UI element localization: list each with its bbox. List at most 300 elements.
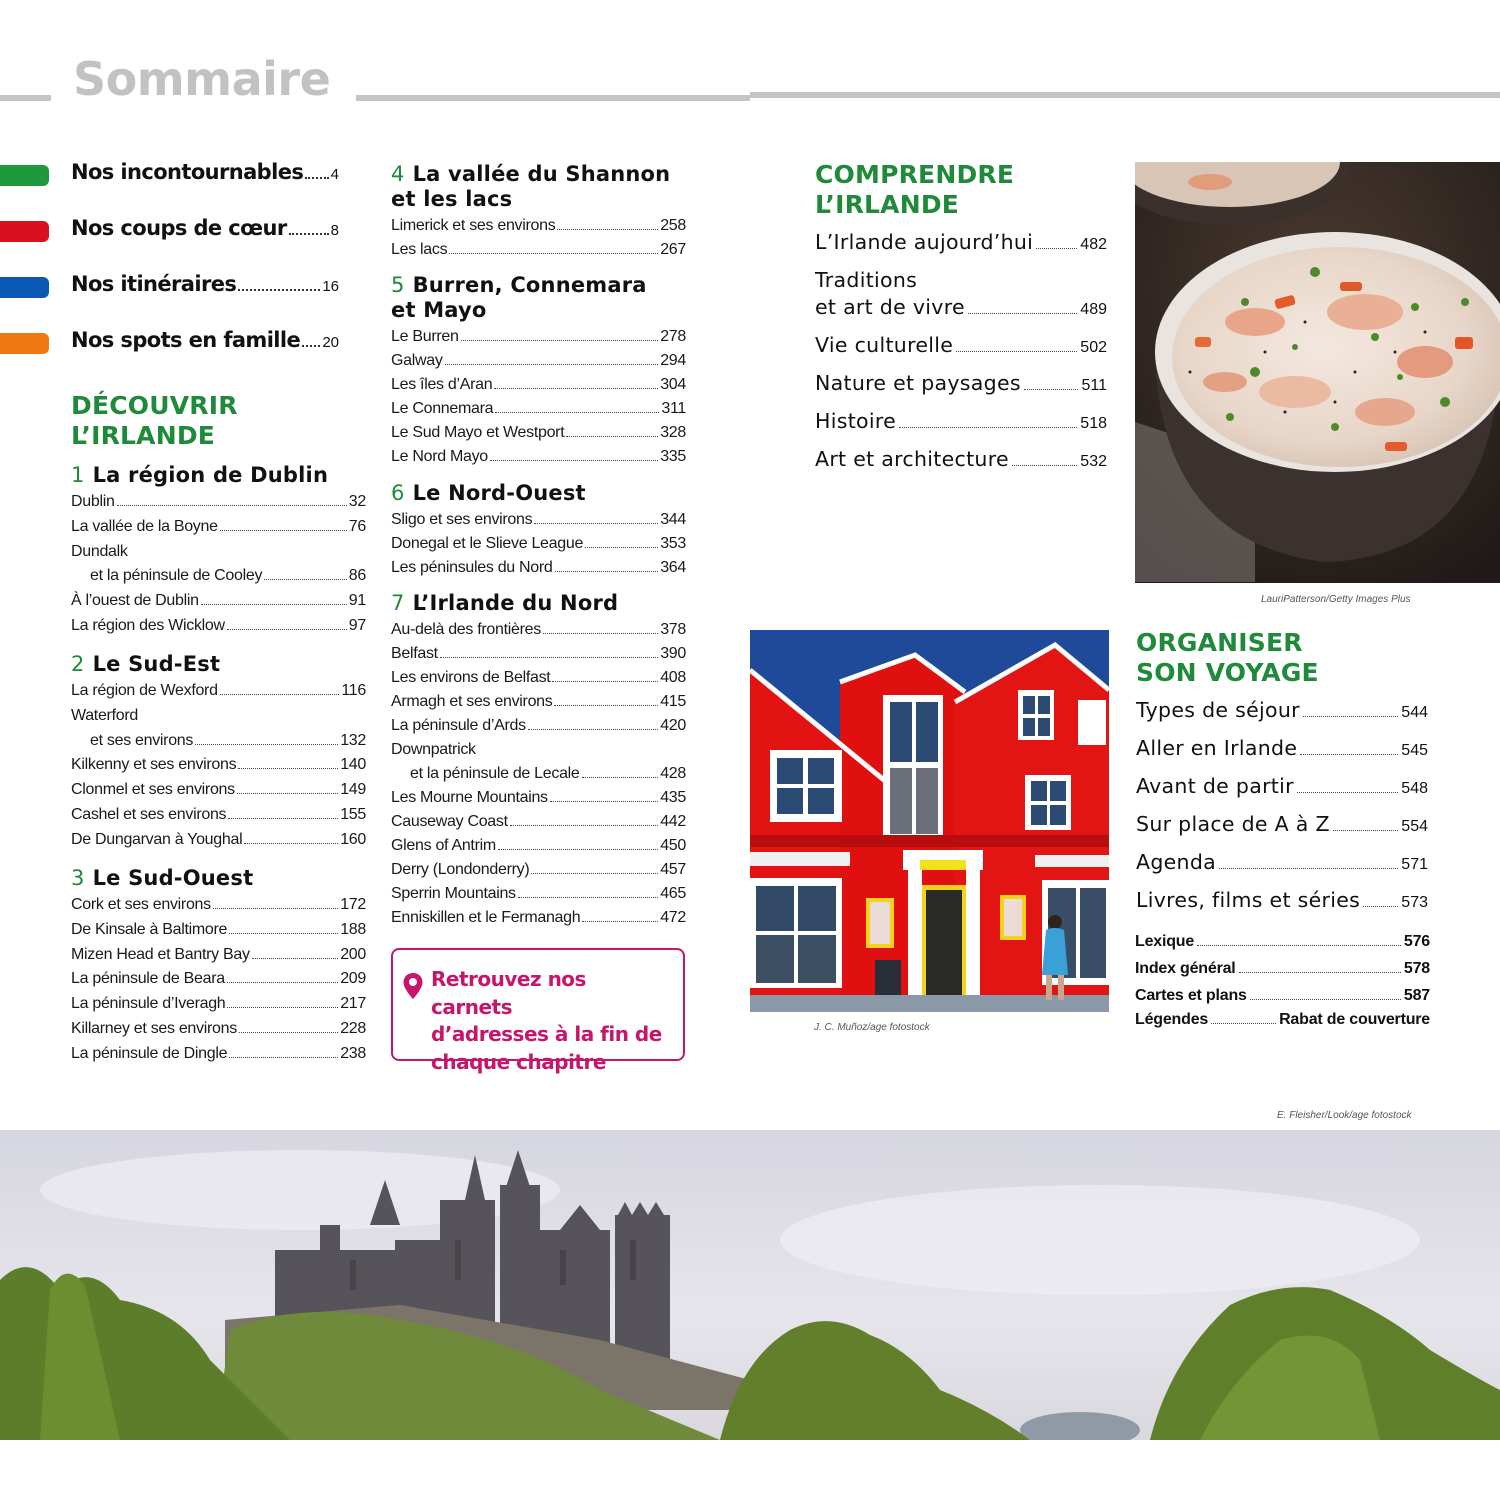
entry-label: La péninsule d’Iveragh bbox=[71, 995, 226, 1013]
chapter-number: 4 bbox=[391, 162, 405, 186]
toc-entry[interactable] bbox=[1136, 850, 1428, 888]
entry-label: Causeway Coast bbox=[391, 813, 508, 830]
entry-page: 482 bbox=[1080, 236, 1107, 253]
chapter-number: 7 bbox=[391, 591, 405, 615]
leader-dots bbox=[220, 530, 347, 531]
leader-dots bbox=[227, 982, 338, 983]
entry-label: Le Burren bbox=[391, 328, 459, 345]
entry-page: 155 bbox=[340, 805, 366, 823]
entry-label: Mizen Head et Bantry Bay bbox=[71, 945, 250, 963]
leader-dots bbox=[117, 505, 347, 506]
chapter-4 bbox=[391, 162, 686, 262]
photo-credit-castle: E. Fleisher/Look/age fotostock bbox=[1277, 1110, 1412, 1121]
chapter-title-text: Le Sud-Est bbox=[92, 652, 221, 676]
leader-dots bbox=[289, 233, 329, 235]
entry-label: De Kinsale à Baltimore bbox=[71, 920, 228, 938]
leader-dots bbox=[449, 253, 658, 254]
toc-entry[interactable] bbox=[71, 614, 366, 639]
entry-label: Kilkenny et ses environs bbox=[71, 756, 237, 774]
toc-entry[interactable] bbox=[71, 1042, 366, 1067]
leader-dots bbox=[550, 801, 658, 802]
toc-entry[interactable] bbox=[71, 490, 366, 515]
toc-entry[interactable] bbox=[815, 333, 1107, 371]
entry-label: Armagh et ses environs bbox=[391, 693, 553, 710]
leader-dots bbox=[227, 629, 347, 630]
toc-entry[interactable] bbox=[1135, 1009, 1430, 1031]
toc-entry[interactable] bbox=[1136, 888, 1428, 926]
heading-line: L’IRLANDE bbox=[71, 421, 216, 450]
entry-label: Killarney et ses environs bbox=[71, 1019, 237, 1037]
organiser-list bbox=[1136, 698, 1428, 926]
chapter-title[interactable] bbox=[71, 866, 366, 891]
toc-entry[interactable] bbox=[391, 214, 686, 238]
entry-page: 217 bbox=[340, 995, 366, 1013]
entry-page: 228 bbox=[340, 1019, 366, 1037]
entry-label: Limerick et ses environs bbox=[391, 217, 556, 234]
entry-label: Légendes bbox=[1135, 1011, 1209, 1028]
entry-page: 472 bbox=[660, 909, 686, 926]
toc-entry[interactable] bbox=[71, 1017, 366, 1042]
entry-page: 132 bbox=[340, 731, 366, 749]
entry-label: Belfast bbox=[391, 645, 438, 662]
photo-rock-of-cashel bbox=[0, 1130, 1500, 1440]
leader-dots bbox=[302, 345, 320, 347]
entry-label: Donegal et le Slieve League bbox=[391, 535, 584, 552]
leader-dots bbox=[518, 897, 658, 898]
entry-label: Clonmel et ses environs bbox=[71, 781, 235, 799]
callout-text bbox=[431, 966, 673, 1076]
callout-line: Retrouvez nos carnets bbox=[431, 967, 586, 1019]
toc-entry[interactable] bbox=[391, 642, 686, 666]
callout-line: d’adresses à la fin de bbox=[431, 1022, 662, 1046]
chapter-2 bbox=[71, 652, 366, 853]
entry-label: Types de séjour bbox=[1136, 698, 1300, 722]
appendix-list bbox=[1135, 928, 1430, 1031]
entry-label: Le Sud Mayo et Westport bbox=[391, 424, 565, 441]
toc-entry[interactable] bbox=[391, 834, 686, 858]
entry-page: 160 bbox=[340, 830, 366, 848]
entry-page: 172 bbox=[340, 896, 366, 913]
leader-dots bbox=[1036, 248, 1077, 249]
leader-dots bbox=[201, 604, 347, 605]
leader-dots bbox=[229, 1057, 338, 1058]
entry-page: 335 bbox=[660, 448, 686, 465]
highlight-label: Nos incontournables bbox=[71, 160, 304, 184]
entry-page: 502 bbox=[1080, 339, 1107, 356]
entry-page: 76 bbox=[348, 517, 366, 535]
toc-entry[interactable] bbox=[391, 421, 686, 445]
highlight-incontournables[interactable] bbox=[71, 160, 339, 184]
entry-label: et la péninsule de Lecale bbox=[410, 765, 580, 782]
leader-dots bbox=[229, 933, 338, 934]
entry-label: et art de vivre bbox=[815, 295, 965, 319]
leader-dots bbox=[543, 633, 658, 634]
toc-entry[interactable] bbox=[71, 729, 366, 754]
leader-dots bbox=[1219, 868, 1398, 869]
toc-entry[interactable] bbox=[1136, 774, 1428, 812]
leader-dots bbox=[1300, 754, 1398, 755]
toc-entry[interactable] bbox=[71, 803, 366, 828]
entry-page: 578 bbox=[1403, 960, 1430, 977]
chapter-number: 5 bbox=[391, 273, 405, 297]
entry-label: Les péninsules du Nord bbox=[391, 559, 553, 576]
chapter-title[interactable] bbox=[391, 273, 686, 323]
toc-entry[interactable] bbox=[1136, 698, 1428, 736]
entry-page: 86 bbox=[348, 567, 366, 585]
leader-dots bbox=[244, 843, 338, 844]
leader-dots bbox=[195, 744, 338, 745]
entry-label: Lexique bbox=[1135, 933, 1195, 950]
leader-dots bbox=[220, 694, 340, 695]
entry-page: 364 bbox=[660, 559, 686, 576]
heading-line: COMPRENDRE bbox=[815, 160, 1015, 189]
page-title: Sommaire bbox=[73, 52, 331, 106]
heading-line: SON VOYAGE bbox=[1136, 658, 1319, 687]
toc-entry[interactable] bbox=[71, 778, 366, 803]
toc-entry[interactable] bbox=[71, 679, 366, 704]
red-house-illustration bbox=[750, 630, 1109, 1012]
pill-green bbox=[0, 165, 49, 186]
chapter-title-text: La vallée du Shannon bbox=[412, 162, 671, 186]
entry-page: 518 bbox=[1080, 415, 1107, 432]
chapter-title[interactable] bbox=[71, 652, 366, 677]
leader-dots bbox=[1239, 972, 1401, 973]
chapter-number: 2 bbox=[71, 652, 85, 676]
leader-dots bbox=[495, 412, 659, 413]
callout-line: chaque chapitre bbox=[431, 1049, 606, 1074]
toc-entry[interactable] bbox=[71, 992, 366, 1017]
highlight-label: Nos coups de cœur bbox=[71, 216, 287, 240]
entry-label: La péninsule de Beara bbox=[71, 970, 225, 988]
entry-label: La péninsule de Dingle bbox=[71, 1044, 228, 1062]
entry-label: Les îles d’Aran bbox=[391, 376, 493, 393]
entry-label: À l’ouest de Dublin bbox=[71, 592, 199, 610]
chapter-title-text: La région de Dublin bbox=[92, 463, 329, 487]
entry-page: 344 bbox=[660, 511, 686, 528]
leader-dots bbox=[531, 873, 658, 874]
leader-dots bbox=[461, 340, 659, 341]
entry-page: 511 bbox=[1081, 377, 1107, 394]
entry-page: 554 bbox=[1401, 818, 1428, 835]
entry-page: 408 bbox=[660, 669, 686, 686]
entry-page: 353 bbox=[660, 535, 686, 552]
entry-page: 328 bbox=[660, 424, 686, 441]
chapter-title[interactable] bbox=[391, 481, 686, 506]
chapter-3 bbox=[71, 866, 366, 1067]
entry-page: 420 bbox=[660, 717, 686, 734]
leader-dots bbox=[566, 436, 658, 437]
entry-label[interactable]: Waterford bbox=[71, 706, 138, 724]
leader-dots bbox=[968, 313, 1077, 314]
entry-label: Au-delà des frontières bbox=[391, 621, 541, 638]
leader-dots bbox=[528, 729, 658, 730]
chapter-1 bbox=[71, 463, 366, 639]
castle-illustration bbox=[0, 1130, 1500, 1440]
entry-label: Agenda bbox=[1136, 850, 1217, 874]
comprendre-list bbox=[815, 230, 1107, 485]
entry-label: Enniskillen et le Fermanagh bbox=[391, 909, 581, 926]
entry-page: 428 bbox=[660, 765, 686, 782]
entry-label: Le Nord Mayo bbox=[391, 448, 488, 465]
entry-page: 140 bbox=[340, 756, 366, 774]
chapter-7 bbox=[391, 591, 686, 930]
entry-label: Sur place de A à Z bbox=[1136, 812, 1330, 836]
toc-entry[interactable] bbox=[391, 882, 686, 906]
toc-entry[interactable] bbox=[815, 409, 1107, 447]
chapter-number: 1 bbox=[71, 463, 85, 487]
entry-page: 489 bbox=[1080, 301, 1107, 318]
entry-label: Livres, films et séries bbox=[1136, 888, 1361, 912]
chapter-title[interactable] bbox=[391, 162, 686, 212]
highlight-itineraires[interactable] bbox=[71, 272, 339, 296]
chapter-title-text: L’Irlande du Nord bbox=[412, 591, 619, 615]
map-pin-icon bbox=[402, 972, 424, 1000]
section-heading-decouvrir bbox=[71, 391, 238, 451]
toc-entry[interactable] bbox=[391, 618, 686, 642]
entry-label: Les lacs bbox=[391, 241, 448, 258]
section-heading-comprendre bbox=[815, 160, 1014, 220]
toc-entry[interactable] bbox=[391, 556, 686, 580]
entry-label: Les environs de Belfast bbox=[391, 669, 551, 686]
entry-label: Avant de partir bbox=[1136, 774, 1294, 798]
chapter-title[interactable] bbox=[71, 463, 366, 488]
toc-entry[interactable] bbox=[1136, 812, 1428, 850]
entry-label: La péninsule d’Ards bbox=[391, 717, 526, 734]
entry-page: 576 bbox=[1403, 933, 1430, 950]
entry-label: De Dungarvan à Youghal bbox=[71, 830, 243, 848]
toc-entry[interactable] bbox=[71, 967, 366, 992]
entry-label: La vallée de la Boyne bbox=[71, 517, 218, 535]
leader-dots bbox=[534, 523, 658, 524]
entry-label[interactable]: Downpatrick bbox=[391, 741, 476, 758]
toc-entry[interactable] bbox=[815, 447, 1107, 485]
leader-dots bbox=[494, 388, 658, 389]
leader-dots bbox=[585, 547, 658, 548]
entry-page: 304 bbox=[660, 376, 686, 393]
entry-page: 548 bbox=[1401, 780, 1428, 797]
toc-entry[interactable] bbox=[71, 893, 366, 918]
leader-dots bbox=[510, 825, 658, 826]
highlight-page: 8 bbox=[330, 222, 339, 239]
leader-dots bbox=[238, 768, 338, 769]
entry-page: 149 bbox=[340, 781, 366, 799]
leader-dots bbox=[227, 1007, 338, 1008]
highlight-page: 4 bbox=[330, 166, 339, 183]
toc-entry[interactable] bbox=[815, 230, 1107, 268]
toc-entry[interactable] bbox=[391, 373, 686, 397]
leader-dots bbox=[1024, 389, 1079, 390]
leader-dots bbox=[956, 351, 1077, 352]
toc-entry[interactable] bbox=[1136, 736, 1428, 774]
leader-dots bbox=[305, 177, 328, 179]
entry-page: 238 bbox=[340, 1044, 366, 1062]
entry-label: Dublin bbox=[71, 493, 115, 510]
pill-blue bbox=[0, 277, 49, 298]
section-heading-organiser bbox=[1136, 628, 1319, 688]
entry-label: Le Connemara bbox=[391, 400, 494, 417]
highlight-coups-de-coeur[interactable] bbox=[71, 216, 339, 240]
entry-label: Cashel et ses environs bbox=[71, 805, 227, 823]
toc-entry[interactable] bbox=[391, 906, 686, 930]
address-book-callout bbox=[391, 948, 685, 1074]
entry-label: Les Mourne Mountains bbox=[391, 789, 548, 806]
leader-dots bbox=[445, 364, 659, 365]
entry-label: Sligo et ses environs bbox=[391, 511, 533, 528]
toc-entry[interactable] bbox=[391, 508, 686, 532]
entry-label: Nature et paysages bbox=[815, 371, 1021, 395]
entry-page: 91 bbox=[348, 592, 366, 610]
leader-dots bbox=[1297, 792, 1398, 793]
leader-dots bbox=[582, 921, 658, 922]
entry-label: Histoire bbox=[815, 409, 897, 433]
leader-dots bbox=[264, 579, 347, 580]
heading-line: ORGANISER bbox=[1136, 628, 1303, 657]
toc-entry[interactable] bbox=[391, 666, 686, 690]
entry-page: 442 bbox=[660, 813, 686, 830]
header-rule-right bbox=[356, 95, 750, 101]
leader-dots bbox=[237, 793, 338, 794]
leader-dots bbox=[582, 777, 659, 778]
toc-entry[interactable] bbox=[71, 943, 366, 968]
toc-entry[interactable] bbox=[391, 762, 686, 786]
leader-dots bbox=[238, 289, 320, 291]
toc-entry[interactable] bbox=[391, 858, 686, 882]
entry-page: 532 bbox=[1080, 453, 1107, 470]
leader-dots bbox=[555, 571, 659, 572]
chapter-number: 6 bbox=[391, 481, 405, 505]
leader-dots bbox=[498, 849, 658, 850]
entry-label: Vie culturelle bbox=[815, 333, 954, 357]
entry-label: Art et architecture bbox=[815, 447, 1009, 471]
entry-label: Index général bbox=[1135, 960, 1236, 977]
toc-entry[interactable] bbox=[71, 918, 366, 943]
toc-entry[interactable] bbox=[1135, 982, 1430, 1009]
entry-label: La région de Wexford bbox=[71, 682, 218, 699]
entry-page: 188 bbox=[340, 920, 366, 938]
chapter-title-text: Le Sud-Ouest bbox=[92, 866, 254, 890]
chapter-title-text: et Mayo bbox=[391, 298, 487, 322]
entry-label: et la péninsule de Cooley bbox=[90, 567, 263, 585]
entry-page: 390 bbox=[660, 645, 686, 662]
toc-entry[interactable] bbox=[815, 295, 1107, 333]
entry-label: L’Irlande aujourd’hui bbox=[815, 230, 1034, 254]
highlight-page: 20 bbox=[322, 334, 339, 351]
entry-page: 465 bbox=[660, 885, 686, 902]
entry-label: et ses environs bbox=[90, 731, 194, 749]
entry-page: 450 bbox=[660, 837, 686, 854]
entry-page: 258 bbox=[660, 217, 686, 234]
entry-label: Derry (Londonderry) bbox=[391, 861, 530, 878]
leader-dots bbox=[554, 705, 658, 706]
toc-entry[interactable] bbox=[391, 532, 686, 556]
toc-entry[interactable] bbox=[1135, 928, 1430, 955]
entry-label[interactable]: Traditions bbox=[815, 268, 918, 292]
chapter-title-text: et les lacs bbox=[391, 187, 513, 211]
toc-entry[interactable] bbox=[71, 564, 366, 589]
highlight-label: Nos spots en famille bbox=[71, 328, 301, 352]
leader-dots bbox=[1211, 1023, 1276, 1024]
toc-entry[interactable] bbox=[1135, 955, 1430, 982]
pill-red bbox=[0, 221, 49, 242]
chapter-title-text: Le Nord-Ouest bbox=[412, 481, 586, 505]
entry-page: 378 bbox=[660, 621, 686, 638]
leader-dots bbox=[239, 1032, 338, 1033]
leader-dots bbox=[228, 818, 338, 819]
leader-dots bbox=[490, 460, 658, 461]
leader-dots bbox=[252, 958, 339, 959]
chapter-title[interactable] bbox=[391, 591, 686, 616]
entry-page: 544 bbox=[1401, 704, 1428, 721]
entry-label[interactable]: Dundalk bbox=[71, 542, 128, 560]
toc-entry[interactable] bbox=[391, 325, 686, 349]
leader-dots bbox=[557, 229, 658, 230]
leader-dots bbox=[1012, 465, 1077, 466]
chapter-5 bbox=[391, 273, 686, 469]
entry-page: 97 bbox=[348, 616, 366, 634]
leader-dots bbox=[213, 908, 338, 909]
entry-label: Cartes et plans bbox=[1135, 987, 1247, 1004]
leader-dots bbox=[1333, 830, 1398, 831]
entry-page: 571 bbox=[1401, 856, 1428, 873]
chapter-title-text: Burren, Connemara bbox=[412, 273, 647, 297]
entry-page: 209 bbox=[340, 970, 366, 988]
toc-entry[interactable] bbox=[391, 238, 686, 262]
entry-page: 116 bbox=[341, 682, 366, 699]
entry-label: Galway bbox=[391, 352, 443, 369]
entry-label: Cork et ses environs bbox=[71, 896, 211, 913]
entry-page: 573 bbox=[1401, 894, 1428, 911]
entry-page: 200 bbox=[340, 945, 366, 963]
toc-entry[interactable] bbox=[71, 515, 366, 540]
toc-entry[interactable] bbox=[391, 786, 686, 810]
photo-credit-chowder: LauriPatterson/Getty Images Plus bbox=[1261, 594, 1411, 605]
toc-entry[interactable] bbox=[391, 397, 686, 421]
toc-entry[interactable] bbox=[391, 690, 686, 714]
entry-page: 545 bbox=[1401, 742, 1428, 759]
toc-entry[interactable] bbox=[71, 753, 366, 778]
toc-entry[interactable] bbox=[391, 714, 686, 738]
leader-dots bbox=[1363, 906, 1398, 907]
entry-label: Aller en Irlande bbox=[1136, 736, 1298, 760]
entry-page: 457 bbox=[660, 861, 686, 878]
entry-page: 294 bbox=[660, 352, 686, 369]
entry-label: Sperrin Mountains bbox=[391, 885, 516, 902]
toc-entry[interactable] bbox=[391, 445, 686, 469]
photo-chowder bbox=[1135, 162, 1500, 583]
toc-entry[interactable] bbox=[815, 371, 1107, 409]
highlight-spots-famille[interactable] bbox=[71, 328, 339, 352]
entry-page: Rabat de couverture bbox=[1279, 1011, 1430, 1028]
heading-line: L’IRLANDE bbox=[815, 190, 960, 219]
entry-label: Glens of Antrim bbox=[391, 837, 496, 854]
entry-label: La région des Wicklow bbox=[71, 616, 225, 634]
entry-page: 415 bbox=[660, 693, 686, 710]
entry-page: 587 bbox=[1403, 987, 1430, 1004]
pill-orange bbox=[0, 333, 49, 354]
entry-page: 267 bbox=[660, 241, 686, 258]
entry-page: 311 bbox=[661, 400, 686, 417]
header-rule-far-right bbox=[750, 92, 1500, 98]
chowder-illustration bbox=[1135, 162, 1500, 583]
toc-entry[interactable] bbox=[391, 810, 686, 834]
toc-entry[interactable] bbox=[71, 828, 366, 853]
entry-page: 32 bbox=[348, 493, 366, 510]
toc-entry[interactable] bbox=[391, 349, 686, 373]
toc-entry[interactable] bbox=[71, 589, 366, 614]
highlight-page: 16 bbox=[322, 278, 339, 295]
leader-dots bbox=[1250, 999, 1401, 1000]
leader-dots bbox=[440, 657, 658, 658]
